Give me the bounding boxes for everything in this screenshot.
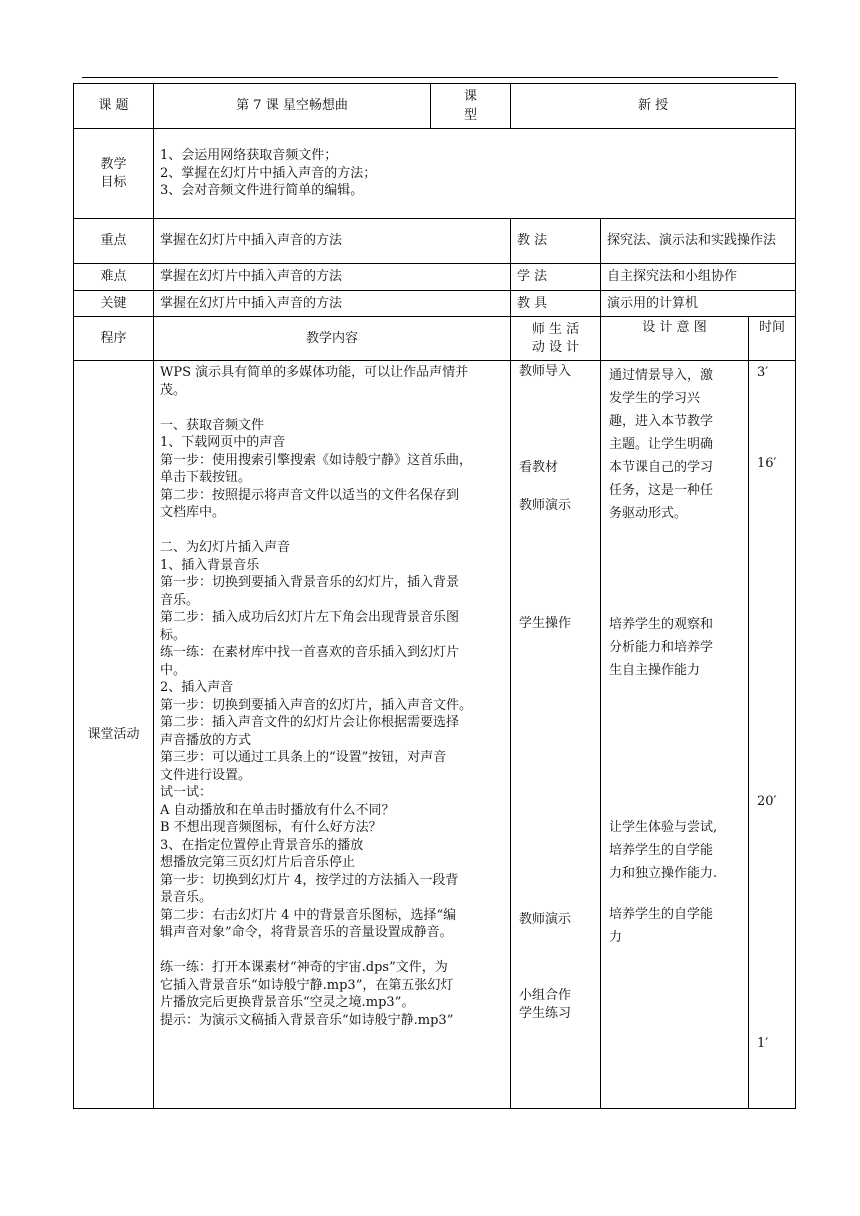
content-line: B 不想出现音频图标，有什么好方法？	[160, 820, 382, 835]
activity-design	[601, 361, 749, 1109]
objective-item: 2、掌握在幻灯片中插入声音的方法；	[160, 165, 377, 181]
content-line	[160, 399, 504, 417]
design-line: 培养学生的自学能	[609, 907, 714, 922]
content-line: 它插入背景音乐“如诗般宁静.mp3”，在第五张幻灯	[160, 977, 454, 993]
content-line: 提示：为演示文稿插入背景音乐“如诗般宁静.mp3”	[160, 1012, 454, 1028]
activity-item: 学生练习	[519, 1006, 572, 1021]
activity-item: 看教材	[519, 460, 559, 475]
activity-label: 课堂活动	[74, 361, 154, 1109]
content-line: 音乐。	[160, 592, 200, 608]
content-line: 练一练：在素材库中找一首喜欢的音乐插入到幻灯片	[160, 645, 460, 660]
design-line: 培养学生的观察和	[609, 617, 714, 632]
jiaofa-value: 探究法、演示法和实践操作法	[601, 219, 796, 264]
design-line: 发学生的学习兴	[609, 391, 701, 406]
time-value: 3′	[757, 365, 769, 380]
difficulty-row	[74, 264, 796, 291]
time-value: 1′	[757, 1036, 769, 1051]
content-line: 2、插入声音	[160, 680, 234, 695]
activity-item: 教师演示	[519, 912, 572, 927]
activity-row	[74, 361, 796, 1109]
content-line: 辑声音对象”命令，将背景音乐的音量设置成静音。	[160, 925, 453, 940]
key-point-row	[74, 219, 796, 264]
content-line	[160, 522, 504, 540]
content-line: 第一步：切换到要插入背景音乐的幻灯片，插入背景	[160, 575, 460, 590]
content-line	[160, 942, 504, 960]
content-line: 第三步：可以通过工具条上的“设置”按钮，对声音	[160, 750, 447, 765]
design-line: 趣，进入本节教学	[609, 414, 714, 429]
jiaoju-label: 教 具	[511, 291, 601, 317]
objectives-label-line2: 目标	[100, 174, 127, 190]
nandian-content: 掌握在幻灯片中插入声音的方法	[154, 264, 511, 291]
content-line: 标。	[160, 627, 187, 643]
design-line: 力和独立操作能力.	[609, 866, 718, 881]
col-design: 设 计 意 图	[601, 317, 749, 361]
header-rule	[82, 77, 778, 78]
label-kexing: 课型	[463, 89, 477, 123]
col-procedure: 程序	[74, 317, 154, 361]
activity-item: 小组合作	[519, 988, 572, 1003]
design-line: 主题。让学生明确	[609, 437, 714, 452]
design-line: 本节课自己的学习	[609, 460, 714, 475]
content-line: 第一步：使用搜索引擎搜索《如诗般宁静》这首乐曲，	[160, 452, 473, 468]
content-line: 第二步：右击幻灯片 4 中的背景音乐图标，选择“编	[160, 907, 457, 923]
design-line: 让学生体验与尝试,	[609, 820, 718, 835]
content-line: 景音乐。	[160, 890, 213, 905]
content-line: 试一试：	[160, 785, 213, 800]
time-value: 16′	[757, 456, 777, 471]
xuefa-value: 自主探究法和小组协作	[601, 264, 796, 291]
content-line: WPS 演示具有简单的多媒体功能，可以让作品声情并	[160, 365, 469, 380]
label-keti: 课 题	[74, 84, 154, 129]
col-activity	[511, 317, 601, 361]
content-line: 中。	[160, 662, 187, 678]
activity-teacher-student	[511, 361, 601, 1109]
activity-times	[749, 361, 796, 1109]
content-line: 茂。	[160, 382, 187, 398]
content-line: 1、插入背景音乐	[160, 557, 260, 573]
objectives-label-line1: 教学	[100, 157, 127, 172]
content-line: 二、为幻灯片插入声音	[160, 540, 291, 555]
objective-item: 1、会运用网络获取音频文件；	[160, 148, 338, 164]
content-line: 1、下载网页中的声音	[160, 435, 286, 450]
design-line: 力	[609, 930, 623, 945]
zhongdian-content: 掌握在幻灯片中插入声音的方法	[154, 219, 511, 264]
content-line: 第一步：切换到要插入声音的幻灯片，插入声音文件。	[160, 697, 473, 713]
zhongdian-label: 重点	[74, 219, 154, 264]
design-line: 分析能力和培养学	[609, 640, 714, 655]
jiaofa-label: 教 法	[511, 219, 601, 264]
design-block	[609, 364, 744, 525]
lesson-title: 第 7 课 星空畅想曲	[154, 84, 431, 129]
lesson-plan-table	[73, 83, 796, 1109]
activity-item: 教师导入	[519, 364, 572, 379]
header-row	[74, 84, 796, 129]
content-line: 第二步：按照提示将声音文件以适当的文件名保存到	[160, 487, 460, 503]
content-line: 练一练：打开本课素材“神奇的宇宙.dps”文件，为	[160, 960, 448, 975]
activity-item: 教师演示	[519, 498, 572, 513]
nandian-label: 难点	[74, 264, 154, 291]
content-line: 文件进行设置。	[160, 767, 252, 783]
col-activity-line2: 动 设 计	[531, 339, 580, 355]
design-block	[609, 816, 744, 885]
content-line: 第一步：切换到幻灯片 4，按学过的方法插入一段背	[160, 872, 459, 888]
design-line: 生自主操作能力	[609, 663, 701, 678]
content-line: A 自动播放和在单击时播放有什么不同？	[160, 802, 395, 818]
design-line: 培养学生的自学能	[609, 843, 714, 858]
design-block	[609, 903, 744, 949]
objectives-row	[74, 129, 796, 219]
kexing-value: 新 授	[511, 84, 796, 129]
design-line: 任务，这是一种任	[609, 483, 714, 498]
design-block	[609, 613, 744, 682]
col-time: 时间	[749, 317, 796, 361]
xuefa-label: 学 法	[511, 264, 601, 291]
content-line: 片播放完后更换背景音乐“空灵之境.mp3”。	[160, 995, 415, 1010]
content-line: 3、在指定位置停止背景音乐的播放	[160, 837, 364, 853]
objectives-label	[74, 129, 154, 219]
objectives-content	[154, 129, 796, 219]
content-line: 想播放完第三页幻灯片后音乐停止	[160, 855, 356, 870]
content-line: 第二步：插入声音文件的幻灯片会让你根据需要选择	[160, 715, 460, 730]
content-line: 文档库中。	[160, 505, 226, 520]
label-kexing-cell	[431, 84, 511, 129]
design-line: 通过情景导入，激	[609, 368, 714, 383]
key-row	[74, 291, 796, 317]
jiaoju-value: 演示用的计算机	[601, 291, 796, 317]
objective-item: 3、会对音频文件进行简单的编辑。	[160, 183, 364, 199]
content-line: 一、获取音频文件	[160, 417, 265, 433]
activity-content	[154, 361, 511, 1109]
content-line: 第二步：插入成功后幻灯片左下角会出现背景音乐图	[160, 610, 460, 625]
content-line: 声音播放的方式	[160, 732, 252, 748]
col-activity-line1: 师 生 活	[531, 322, 580, 337]
content-line: 单击下载按钮。	[160, 470, 252, 485]
guanjian-content: 掌握在幻灯片中插入声音的方法	[154, 291, 511, 317]
time-value: 20′	[757, 794, 777, 809]
design-line: 务驱动形式。	[609, 506, 688, 521]
column-header-row	[74, 317, 796, 361]
guanjian-label: 关键	[74, 291, 154, 317]
col-content: 教学内容	[154, 317, 511, 361]
activity-item: 学生操作	[519, 616, 572, 631]
